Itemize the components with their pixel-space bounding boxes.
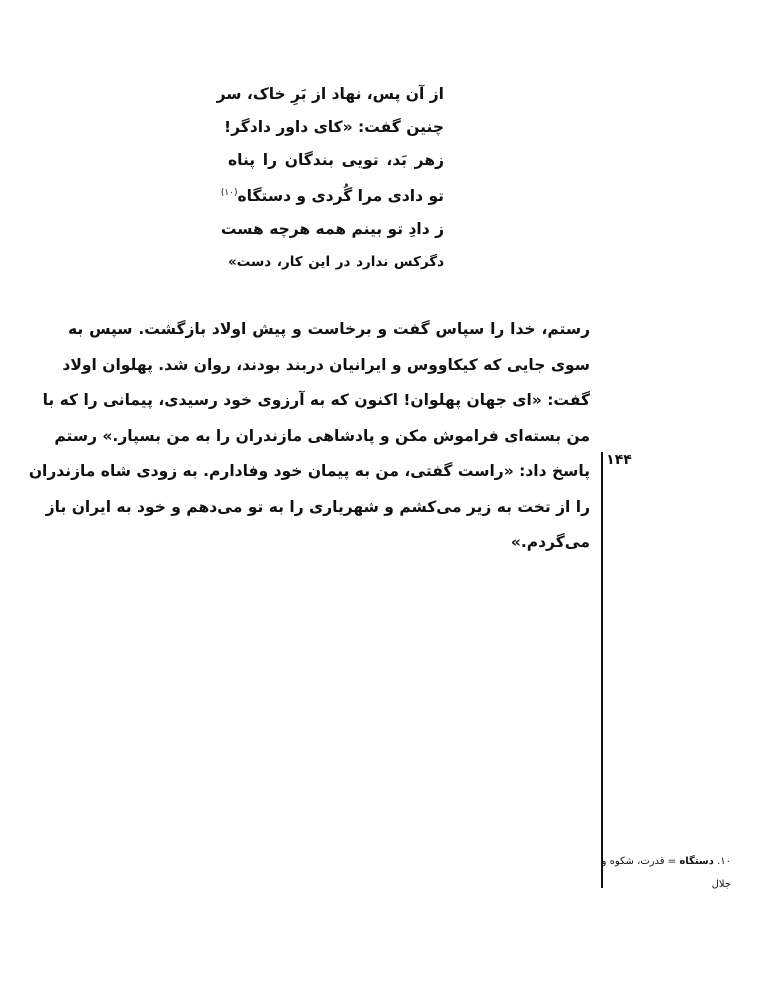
footnote-term: دستگاه — [679, 856, 714, 867]
prose-line-4: من بسته‌ای فراموش مکن و پادشاهی مازندران را به من بسپار.» رستم — [54, 426, 590, 445]
poem-line-2: چنین گفت: «کای داور دادگر! — [224, 118, 444, 136]
poem-line-3: زهر بَد، تویی بندگان را پناه — [228, 151, 444, 169]
margin-divider — [601, 452, 603, 888]
footnote-marker: (۱۰) — [220, 188, 238, 198]
footnote — [601, 850, 731, 896]
footnote-line-1 — [601, 850, 731, 873]
poem-line-1: از آن پس، نهاد از بَرِ خاک، سر — [216, 85, 444, 103]
poem-block — [216, 78, 444, 279]
prose-line-1: رستم، خدا را سپاس گفت و برخاست و پیش اولاد بازگشت. سپس به — [68, 320, 590, 338]
prose-line-3: گفت: «ای جهان پهلوان! اکنون که به آرزوی خود رسیدی، پیمانی را که با — [42, 391, 590, 409]
poem-line-4-text: تو دادی مرا گُردی و دستگاه — [237, 187, 444, 206]
poem-line-4 — [220, 177, 444, 213]
prose-line-2: سوی جایی که کیکاووس و ایرانیان دربند بودند، روان شد. پهلوان اولاد — [62, 355, 590, 374]
prose-line-5: پاسخ داد: «راست گفتی، من به پیمان خود وفادارم. به زودی شاه مازندران — [28, 462, 590, 480]
footnote-line-2: جلال — [711, 879, 731, 890]
prose-paragraph — [28, 312, 590, 561]
page-number: ۱۴۴ — [606, 452, 632, 468]
prose-line-7: می‌گردم.» — [510, 533, 590, 551]
footnote-definition: = قدرت، شکوه و — [601, 856, 677, 867]
footnote-number: ۱۰. — [717, 856, 731, 867]
poem-line-6: دگرکس ندارد در این کار، دست» — [228, 254, 444, 271]
prose-line-6: را از تخت به زیر می‌کشم و شهریاری را به تو می‌دهم و خود به ایران باز — [45, 497, 590, 516]
poem-line-5: ز دادِ تو بینم همه هرچه هست — [220, 220, 444, 239]
